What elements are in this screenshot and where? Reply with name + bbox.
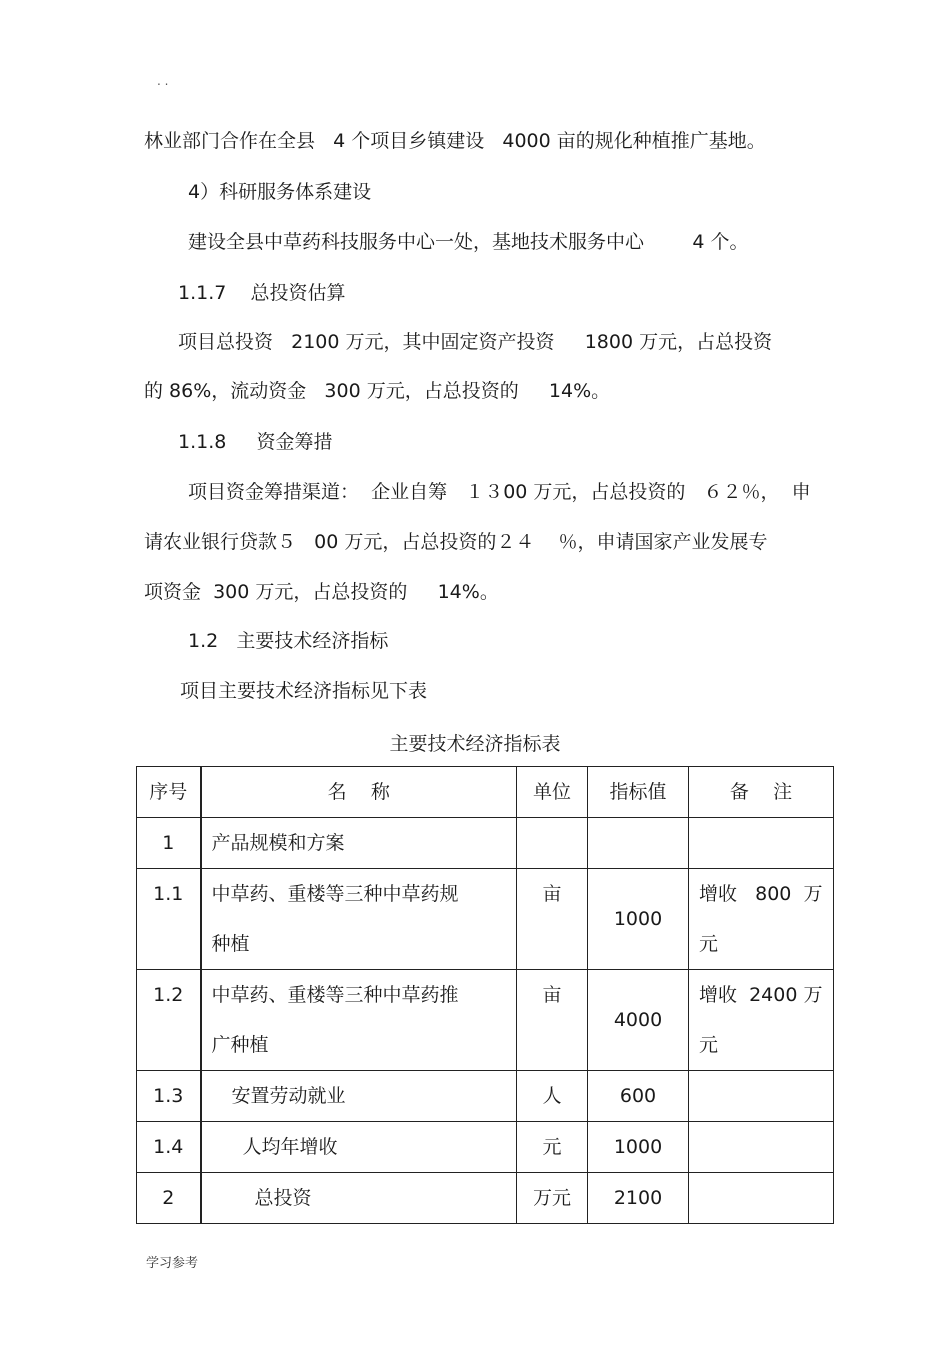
table-header-row [137, 767, 834, 818]
cell-value: 600 [588, 1071, 689, 1122]
cell-unit: 亩 [517, 970, 588, 1071]
paragraph-investment-line2: 的 86%，流动资金 300 万元，占总投资的 14%。 [144, 380, 611, 402]
cell-name-line1: 中草药、重楼等三种中草药推 [211, 984, 459, 1006]
cell-name [201, 869, 517, 970]
header-value: 指标值 [588, 767, 689, 818]
cell-value: 1000 [588, 1122, 689, 1173]
header-unit: 单位 [517, 767, 588, 818]
cell-unit: 亩 [517, 869, 588, 970]
cell-unit: 人 [517, 1071, 588, 1122]
cell-value: 2100 [588, 1173, 689, 1224]
paragraph-investment-line1: 项目总投资 2100 万元，其中固定资产投资 1800 万元，占总投资 [178, 331, 773, 353]
paragraph-funding-line3: 项资金 300 万元，占总投资的 14%。 [144, 581, 499, 603]
cell-note-line2: 元 [699, 1034, 719, 1056]
footer-label: 学习参考 [146, 1256, 199, 1271]
header-name: 名 称 [201, 767, 517, 818]
cell-note [689, 1122, 834, 1173]
cell-unit [517, 818, 588, 869]
cell-note [689, 1071, 834, 1122]
paragraph-funding-line2: 请农业银行贷款５ 00 万元，占总投资的２４ ％，申请国家产业发展专 [144, 531, 768, 553]
cell-name: 产品规模和方案 [201, 818, 517, 869]
paragraph-table-intro: 项目主要技术经济指标见下表 [180, 680, 428, 702]
heading-1-1-8: 1.1.8 资金筹措 [178, 431, 333, 453]
indicators-table [136, 766, 834, 1224]
cell-note [689, 1173, 834, 1224]
header-note: 备 注 [689, 767, 834, 818]
table-caption: 主要技术经济指标表 [389, 733, 561, 755]
paragraph-service-center: 建设全县中草药科技服务中心一处，基地技术服务中心 4 个。 [188, 231, 749, 253]
cell-name-line2: 广种植 [211, 1034, 269, 1056]
heading-1-1-7: 1.1.7 总投资估算 [178, 282, 346, 304]
cell-no: 1.2 [137, 970, 201, 1071]
cell-name: 安置劳动就业 [201, 1071, 517, 1122]
table-row [137, 1071, 834, 1122]
cell-value [588, 818, 689, 869]
cell-note-line1: 增收 2400 万 [699, 984, 823, 1006]
table-row [137, 869, 834, 970]
cell-no: 2 [137, 1173, 201, 1224]
cell-no: 1.4 [137, 1122, 201, 1173]
cell-no: 1 [137, 818, 201, 869]
cell-unit: 元 [517, 1122, 588, 1173]
cell-name-line1: 中草药、重楼等三种中草药规 [211, 883, 459, 905]
table-row [137, 970, 834, 1071]
header-marks: . . [157, 74, 169, 88]
cell-no: 1.1 [137, 869, 201, 970]
cell-name [201, 970, 517, 1071]
cell-unit: 万元 [517, 1173, 588, 1224]
cell-no: 1.3 [137, 1071, 201, 1122]
paragraph-base-construction: 林业部门合作在全县 4 个项目乡镇建设 4000 亩的规化种植推广基地。 [144, 130, 766, 152]
header-no: 序号 [137, 767, 201, 818]
cell-name-line2: 种植 [211, 933, 250, 955]
table-row [137, 1122, 834, 1173]
table-row [137, 818, 834, 869]
cell-name: 总投资 [201, 1173, 517, 1224]
paragraph-funding-line1: 项目资金筹措渠道： 企业自筹 １３00 万元，占总投资的 ６２％， 申 [188, 481, 811, 503]
cell-value: 4000 [588, 970, 689, 1071]
cell-note [689, 818, 834, 869]
table-row [137, 1173, 834, 1224]
cell-name: 人均年增收 [201, 1122, 517, 1173]
cell-note-line1: 增收 800 万 [699, 883, 823, 905]
cell-note-line2: 元 [699, 933, 719, 955]
heading-research-service: 4）科研服务体系建设 [188, 181, 372, 203]
cell-note [689, 869, 834, 970]
cell-note [689, 970, 834, 1071]
cell-value: 1000 [588, 869, 689, 970]
heading-1-2: 1.2 主要技术经济指标 [188, 630, 389, 652]
